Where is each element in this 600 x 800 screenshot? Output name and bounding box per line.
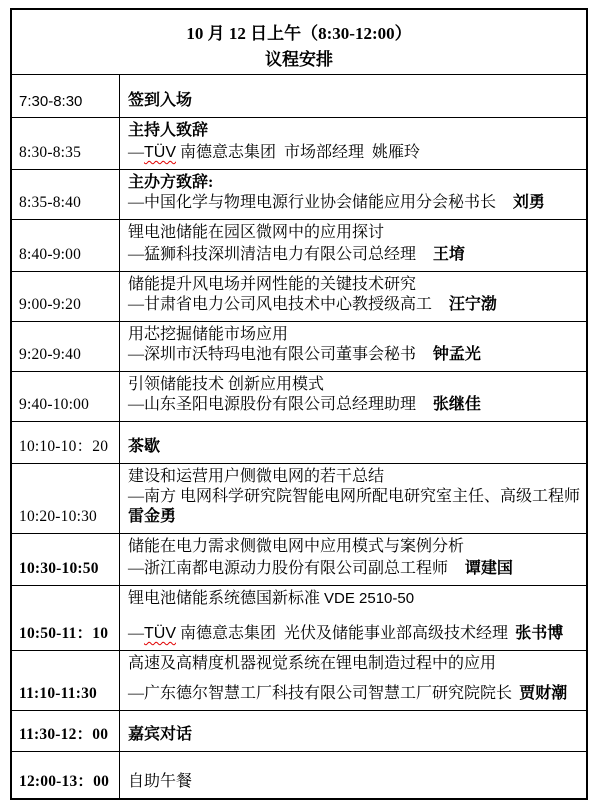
session-title-text: 锂电池储能系统德国新标准 — [128, 590, 325, 607]
session-title — [128, 589, 580, 609]
speaker-text: —深圳市沃特玛电池有限公司董事会秘书 — [128, 346, 417, 363]
session-title: 储能在电力需求侧微电网中应用模式与案例分析 — [128, 538, 465, 555]
session-title: 储能提升风电场并网性能的关键技术研究 — [128, 276, 417, 293]
time-label: 9:00-9:20 — [19, 296, 82, 313]
content-cell — [120, 170, 586, 219]
speaker-line — [128, 295, 580, 315]
agenda-row — [12, 421, 586, 463]
time-cell — [12, 534, 120, 585]
content-cell — [120, 534, 586, 585]
speaker-name: 谭建国 — [464, 560, 513, 577]
agenda-row — [12, 117, 586, 169]
speaker-name: 雷金勇 — [128, 508, 177, 525]
time-cell — [12, 586, 120, 650]
time-cell — [12, 651, 120, 710]
tuv-text: TÜV — [144, 625, 176, 642]
speaker-line: —南方 电网科学研究院智能电网所配电研究室主任、高级工程师 — [128, 488, 581, 505]
agenda-table — [10, 8, 588, 800]
time-cell — [12, 752, 120, 798]
content-cell — [120, 322, 586, 371]
time-label: 9:20-9:40 — [19, 346, 82, 363]
title-subtitle: 议程安排 — [265, 50, 333, 70]
agenda-row — [12, 271, 586, 321]
agenda-row — [12, 219, 586, 271]
content-cell — [120, 220, 586, 271]
time-label: 7:30-8:30 — [19, 93, 83, 110]
time-cell — [12, 118, 120, 169]
session-title: 高速及高精度机器视觉系统在锂电制造过程中的应用 — [128, 655, 497, 672]
speaker-text: —山东圣阳电源股份有限公司总经理助理 — [128, 396, 417, 413]
session-title: 主办方致辞: — [128, 174, 214, 191]
session-title: 锂电池储能在园区微网中的应用探讨 — [128, 224, 385, 241]
time-label: 8:40-9:00 — [19, 246, 82, 263]
speaker-name: 王堉 — [432, 246, 465, 263]
time-label: 8:35-8:40 — [19, 194, 82, 211]
time-label: 10:30-10:50 — [19, 560, 99, 577]
time-cell — [12, 711, 120, 751]
agenda-row — [12, 74, 586, 117]
time-label: 10:50-11：10 — [19, 625, 109, 642]
agenda-row — [12, 710, 586, 751]
speaker-text: —浙江南都电源动力股份有限公司副总工程师 — [128, 560, 449, 577]
agenda-row — [12, 751, 586, 798]
time-cell — [12, 322, 120, 371]
speaker-name: 贾财潮 — [519, 685, 568, 702]
speaker-name: 钟孟光 — [432, 346, 481, 363]
speaker-name: 刘勇 — [512, 194, 545, 211]
session-title: 签到入场 — [128, 92, 193, 109]
standard-code: VDE 2510-50 — [324, 590, 415, 607]
speaker-line — [128, 345, 580, 365]
time-label: 10:10-10：20 — [19, 438, 109, 455]
content-cell — [120, 75, 586, 117]
time-cell — [12, 272, 120, 321]
session-title: 用芯挖掘储能市场应用 — [128, 326, 289, 343]
speaker-line — [128, 624, 580, 644]
content-cell — [120, 118, 586, 169]
time-label: 12:00-13：00 — [19, 773, 110, 790]
content-cell — [120, 711, 586, 751]
session-title: 茶歇 — [128, 438, 161, 455]
content-cell — [120, 752, 586, 798]
speaker-rest: 南德意志集团 光伏及储能事业部高级技术经理 — [176, 625, 509, 642]
speaker-line — [128, 684, 580, 704]
time-label: 10:20-10:30 — [19, 508, 97, 525]
speaker-text: —猛狮科技深圳清洁电力有限公司总经理 — [128, 246, 417, 263]
speaker-text: —广东德尔智慧工厂科技有限公司智慧工厂研究院院长 — [128, 685, 513, 702]
speaker-dash: — — [128, 625, 144, 642]
speaker-name: 汪宁渤 — [448, 296, 497, 313]
time-label: 8:30-8:35 — [19, 144, 82, 161]
time-cell — [12, 170, 120, 219]
speaker-line — [128, 143, 580, 163]
speaker-dash: — — [128, 144, 144, 161]
agenda-row — [12, 533, 586, 585]
content-cell — [120, 272, 586, 321]
time-cell — [12, 464, 120, 533]
speaker-text: —中国化学与物理电源行业协会储能应用分会秘书长 — [128, 194, 497, 211]
title-date-line: 10 月 12 日上午（8:30-12:00） — [186, 24, 412, 43]
agenda-row — [12, 371, 586, 421]
time-label: 9:40-10:00 — [19, 396, 90, 413]
speaker-name: 张继佳 — [432, 396, 481, 413]
speaker-line — [128, 559, 580, 579]
content-cell — [120, 464, 586, 533]
agenda-row — [12, 463, 586, 533]
speaker-name: 张书博 — [515, 625, 564, 642]
table-title — [12, 10, 586, 74]
speaker-text: —甘肃省电力公司风电技术中心教授级高工 — [128, 296, 433, 313]
speaker-line — [128, 245, 580, 265]
speaker-line — [128, 193, 580, 213]
time-cell — [12, 422, 120, 463]
session-title: 自助午餐 — [128, 773, 193, 790]
session-title: 嘉宾对话 — [128, 726, 193, 743]
time-label: 11:30-12：00 — [19, 726, 109, 743]
session-title: 主持人致辞 — [128, 122, 209, 139]
content-cell — [120, 372, 586, 421]
session-title: 建设和运营用户侧微电网的若干总结 — [128, 468, 385, 485]
content-cell — [120, 651, 586, 710]
time-cell — [12, 220, 120, 271]
agenda-row — [12, 169, 586, 219]
speaker-rest: 南德意志集团 市场部经理 姚雁玲 — [176, 144, 421, 161]
time-cell — [12, 372, 120, 421]
time-cell — [12, 75, 120, 117]
agenda-row — [12, 585, 586, 650]
speaker-line — [128, 395, 580, 415]
time-label: 11:10-11:30 — [19, 685, 97, 702]
agenda-row — [12, 650, 586, 710]
content-cell — [120, 422, 586, 463]
session-title: 引领储能技术 创新应用模式 — [128, 376, 325, 393]
content-cell — [120, 586, 586, 650]
tuv-text: TÜV — [144, 144, 176, 161]
agenda-row — [12, 321, 586, 371]
